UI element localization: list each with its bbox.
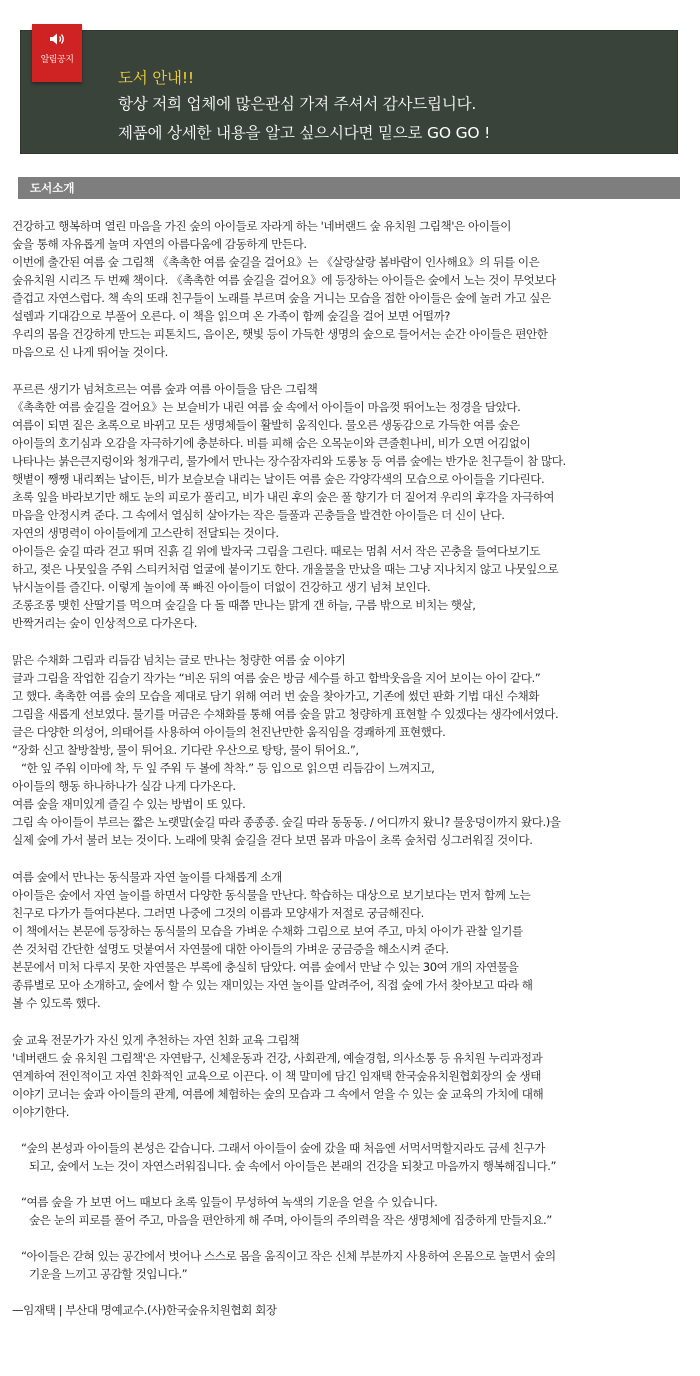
text-line: “장화 신고 찰방찰방, 물이 튀어요. 기다란 우산으로 탕탕, 물이 튀어요.”, [12,743,359,757]
subheading: 숲 교육 전문가가 자신 있게 추천하는 자연 친화 교육 그림책 [12,1033,300,1047]
quote-line: “아이들은 갇혀 있는 공간에서 벗어나 스스로 몸을 움직이고 작은 신체 부분까지 사용하여 온몸으로 놀면서 숲의 [21,1249,556,1263]
text-line: 하고, 젖은 나뭇잎을 주워 스티커처럼 얼굴에 붙이기도 한다. 개울물을 만났을 때는 그냥 지나치지 않고 나뭇잎으로 [12,562,559,576]
text-line: 즐겁고 자연스럽다. 책 속의 또래 친구들이 노래를 부르며 숲을 거니는 모습을 접한 아이들은 숲에 놀러 가고 싶은 [12,291,551,305]
text-line: 설렘과 기대감으로 부풀어 오른다. 이 책을 읽으며 온 가족이 함께 숲길을 걸어 보면 어떨까? [12,309,450,323]
text-line: 이 책에서는 본문에 등장하는 동식물의 모습을 가벼운 수채화 그림으로 보여 주고, 마치 아이가 관찰 일기를 [12,924,523,938]
text-line: 마음으로 신 나게 뛰어놀 것이다. [12,345,168,359]
text-line: 글은 다양한 의성어, 의태어를 사용하여 아이들의 천진난만한 움직임을 경쾌하게 표현했다. [12,725,446,739]
section-title: 도서소개 [30,181,75,195]
text-line: 숲유치원 시리즈 두 번째 책이다. 《촉촉한 여름 숲길을 걸어요》에 등장하는 아이들은 숲에서 노는 것이 무엇보다 [12,273,556,287]
text-line: 아이들은 숲길 따라 걷고 뛰며 진흙 길 위에 발자국 그림을 그린다. 때로는 멈춰 서서 작은 곤충을 들여다보기도 [12,544,540,558]
text-line: 종류별로 모아 소개하고, 숲에서 할 수 있는 재미있는 자연 놀이를 알려주어, 직접 숲에 가서 찾아보고 따라 해 [12,978,533,992]
notice-title: 도서 안내!! [118,69,194,87]
text-line: 초록 잎을 바라보기만 해도 눈의 피로가 풀리고, 비가 내린 후의 숲은 풀 향기가 더 짙어져 우리의 후각을 자극하여 [12,490,554,504]
text-line: 《촉촉한 여름 숲길을 걸어요》는 보슬비가 내린 여름 숲 속에서 아이들이 마음껏 뛰어노는 정경을 담았다. [12,400,521,414]
text-line: 나타나는 붉은큰지렁이와 청개구리, 물가에서 만나는 장수잠자리와 도롱뇽 등 여름 숲에는 반가운 친구들이 참 많다. [12,454,566,468]
quote-line: 숲은 눈의 피로를 풀어 주고, 마음을 편안하게 해 주며, 아이들의 주의력을 작은 생명체에 집중하게 만들지요.” [29,1213,552,1227]
speaker-icon [49,32,67,46]
subheading: 여름 숲에서 만나는 동식물과 자연 놀이를 다채롭게 소개 [12,870,282,884]
text-line: 낚시놀이를 즐긴다. 이렇게 놀이에 푹 빠진 아이들이 더없이 건강하고 생기 넘쳐 보인다. [12,580,431,594]
text-line: “한 잎 주워 이마에 착, 두 잎 주워 두 볼에 착착.” 등 입으로 읽으면 리듬감이 느껴지고, [21,761,435,775]
text-line: 자연의 생명력이 아이들에게 고스란히 전달되는 것이다. [12,526,279,540]
subheading: 맑은 수채화 그림과 리듬감 넘치는 글로 만나는 청량한 여름 숲 이야기 [12,653,346,667]
text-line: 마음을 안정시켜 준다. 그 속에서 열심히 살아가는 작은 들풀과 곤충들을 발견한 아이들은 더 신이 난다. [12,508,505,522]
text-line: 햇볕이 쨍쨍 내리쬐는 날이든, 비가 보슬보슬 내리는 날이든 여름 숲은 각양각색의 모습으로 아이들을 기다린다. [12,472,545,486]
quote-line: 되고, 숲에서 노는 것이 자연스러워집니다. 숲 속에서 아이들은 본래의 건강을 되찾고 마음까지 행복해집니다.” [29,1159,557,1173]
quote-line: “숲의 본성과 아이들의 본성은 같습니다. 그래서 아이들이 숲에 갔을 때 처음엔 서먹서먹할지라도 금세 친구가 [21,1141,545,1155]
text-line: 연계하여 전인적이고 자연 친화적인 교육으로 이끈다. 이 책 말미에 담긴 임재택 한국숲유치원협회장의 숲 생태 [12,1069,542,1083]
text-line: 아이들은 숲에서 자연 놀이를 하면서 다양한 동식물을 만난다. 학습하는 대상으로 보기보다는 먼저 함께 노는 [12,888,531,902]
text-line: 본문에서 미처 다루지 못한 자연물은 부록에 충실히 담았다. 여름 숲에서 만날 수 있는 30여 개의 자연물을 [12,960,519,974]
text-line: 아이들의 호기심과 오감을 자극하기에 충분하다. 비를 피해 숨은 오목눈이와 큰줄흰나비, 비가 오면 어김없이 [12,436,531,450]
quote-line: 기운을 느끼고 공감할 것입니다.” [29,1267,188,1281]
text-line: 아이들의 행동 하나하나가 실감 나게 다가온다. [12,779,236,793]
text-line: 실제 숲에 가서 불러 보는 것이다. 노래에 맞춰 숲길을 걷다 보면 몸과 마음이 초록 숲처럼 싱그러워질 것이다. [12,833,533,847]
notice-banner [20,30,678,154]
text-line: 쓴 것처럼 간단한 설명도 덧붙여서 자연물에 대한 아이들의 가벼운 궁금증을 해소시켜 준다. [12,942,449,956]
notice-message: 항상 저희 업체에 많은관심 가져 주셔서 감사드립니다. [118,95,477,113]
attribution: —임재택 | 부산대 명예교수.(사)한국숲유치원협회 회장 [12,1303,277,1317]
notice-message-2: 제품에 상세한 내용을 알고 싶으시다면 밑으로 GO GO ! [118,124,491,142]
text-line: 숲을 통해 자유롭게 놀며 자연의 아름다움에 감동하게 만든다. [12,237,307,251]
badge-label: 알림공지 [40,55,74,65]
text-line: 친구로 다가가 들여다본다. 그러면 나중에 그것의 이름과 모양새가 저절로 궁금해진다. [12,906,424,920]
text-line: 볼 수 있도록 했다. [12,996,101,1010]
text-line: 조롱조롱 맺힌 산딸기를 먹으며 숲길을 다 돌 때쯤 만나는 맑게 갠 하늘, 구름 밖으로 비치는 햇살, [12,598,476,612]
text-line: 이야기한다. [12,1105,69,1119]
text-line: 글과 그림을 작업한 김슬기 작가는 “비온 뒤의 여름 숲은 방금 세수를 하고 함박웃음을 지어 보이는 아이 같다.” [12,671,541,685]
quote-line: “여름 숲을 가 보면 어느 때보다 초록 잎들이 무성하여 녹색의 기운을 얻을 수 있습니다. [21,1195,438,1209]
notice-badge [32,24,82,82]
text-line: 이번에 출간된 여름 숲 그림책 《촉촉한 여름 숲길을 걸어요》는 《살랑살랑 봄바람이 인사해요》의 뒤를 이은 [12,255,540,269]
text-line: 우리의 몸을 건강하게 만드는 피톤치드, 음이온, 햇빛 등이 가득한 생명의 숲으로 들어서는 순간 아이들은 편안한 [12,327,548,341]
subheading: 푸르른 생기가 넘쳐흐르는 여름 숲과 여름 아이들을 담은 그림책 [12,382,318,396]
text-line: 건강하고 행복하며 열린 마음을 가진 숲의 아이들로 자라게 하는 '네버랜드 숲 유치원 그림책'은 아이들이 [12,219,512,233]
text-line: 이야기 코너는 숲과 아이들의 관계, 여름에 체험하는 숲의 모습과 그 속에서 얻을 수 있는 숲 교육의 가치에 대해 [12,1087,544,1101]
text-line: 여름이 되면 짙은 초록으로 바뀌고 모든 생명체들이 활발히 움직인다. 물오른 생동감으로 가득한 여름 숲은 [12,418,520,432]
text-line: 그림을 새롭게 선보였다. 물기를 머금은 수채화를 통해 여름 숲을 맑고 청량하게 표현할 수 있겠다는 생각에서였다. [12,707,559,721]
text-line: '네버랜드 숲 유치원 그림책'은 자연탐구, 신체운동과 건강, 사회관계, 예술경험, 의사소통 등 유치원 누리과정과 [12,1051,543,1065]
text-line: 여름 숲을 재미있게 즐길 수 있는 방법이 또 있다. [12,797,246,811]
text-line: 그림 속 아이들이 부르는 짧은 노랫말(숲길 따라 종종종. 숲길 따라 동동동. / 어디까지 왔니? 물웅덩이까지 왔다.)을 [12,815,561,829]
text-line: 반짝거리는 숲이 인상적으로 다가온다. [12,616,197,630]
section-header [18,177,680,199]
text-line: 고 했다. 촉촉한 여름 숲의 모습을 제대로 담기 위해 여러 번 숲을 찾아가고, 기존에 썼던 판화 기법 대신 수채화 [12,689,539,703]
